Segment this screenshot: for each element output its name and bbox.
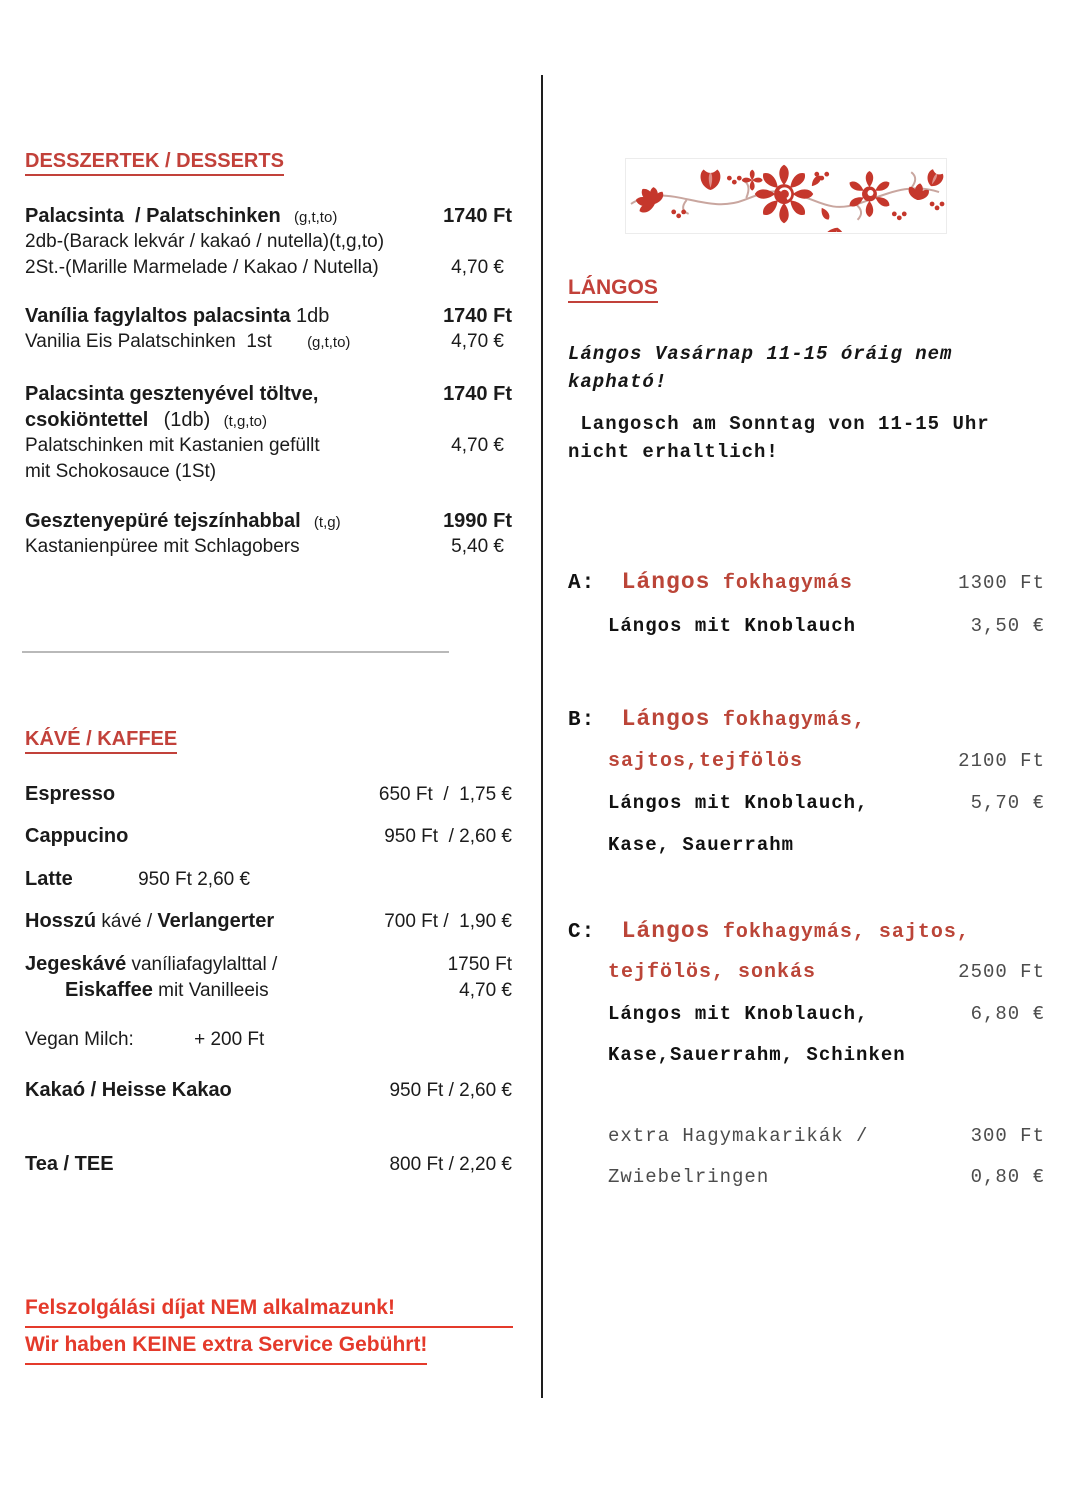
left-column	[25, 0, 512, 1487]
coffee-cappucino-row	[25, 823, 512, 850]
dessert-item4-price-ft: 1990 Ft	[443, 510, 512, 532]
folk-floral-ornament	[625, 158, 947, 234]
notice-hu-2: kapható!	[568, 371, 668, 393]
right-column	[542, 0, 1080, 1487]
dessert-item4-name-wrap	[25, 508, 341, 536]
dessert-item4-line2	[25, 534, 512, 560]
langos-itemC-line1	[568, 917, 1045, 947]
dessert-item3-name2: csokiöntettel	[25, 409, 149, 431]
footer-line1	[25, 1294, 513, 1328]
langos-itemA-name-wrap	[568, 568, 853, 598]
coffee-hosszu-row	[25, 908, 512, 935]
dessert-item1-name: Palacsinta / Palatschinken	[25, 205, 281, 227]
langos-itemB-line3	[568, 789, 1045, 817]
langos-itemB-line1	[568, 705, 1045, 735]
langos-itemC-name-wrap	[568, 917, 970, 947]
notice-hu-1: Lángos Vasárnap 11-15 óráig nem	[568, 343, 953, 365]
langos-itemA-price-ft: 1300 Ft	[958, 572, 1045, 594]
langos-extra-text1: extra Hagymakarikák /	[608, 1125, 869, 1147]
notice-de-1: Langosch am Sonntag von 11-15 Uhr	[568, 413, 990, 435]
langos-extra-line2	[568, 1163, 1045, 1191]
coffee-jegeskave-line2-bold: Eiskaffee	[65, 979, 153, 1001]
coffee-latte-price: 950 Ft 2,60 €	[138, 869, 251, 890]
langos-itemA-red-big: Lángos	[621, 569, 711, 595]
coffee-kakao-name: Kakaó / Heisse Kakao	[25, 1079, 232, 1101]
dessert-item3-line1	[25, 381, 512, 407]
langos-itemC-price-ft: 2500 Ft	[958, 961, 1045, 983]
footer-line2	[25, 1331, 427, 1365]
langos-itemC-line4	[568, 1041, 1045, 1069]
coffee-tea-name: Tea / TEE	[25, 1153, 114, 1175]
dessert-item3-line2	[25, 407, 512, 435]
dessert-item3-desc-de1: Palatschinken mit Kastanien gefüllt	[25, 435, 320, 456]
coffee-jegeskave-line1	[25, 951, 512, 978]
section-divider	[22, 651, 449, 653]
langos-itemB-de2: Kase, Sauerrahm	[608, 834, 795, 856]
langos-itemC-de1: Lángos mit Knoblauch,	[608, 1003, 869, 1025]
dessert-item4-price-eur: 5,40 €	[451, 536, 504, 557]
langos-itemC-de2: Kase,Sauerrahm, Schinken	[608, 1044, 906, 1066]
langos-itemC-price-eur: 6,80 €	[970, 1003, 1045, 1025]
coffee-jegeskave-line2	[25, 977, 512, 1004]
langos-itemB-label: B:	[568, 709, 596, 732]
dessert-item1-name-wrap	[25, 203, 337, 231]
langos-itemC-red-small: fokhagymás, sajtos,	[722, 921, 970, 944]
dessert-item2-qty: 1db	[295, 305, 330, 327]
langos-itemB-price-eur: 5,70 €	[970, 792, 1045, 814]
langos-itemB-red-small: fokhagymás,	[722, 709, 866, 732]
coffee-tea-price: 800 Ft / 2,20 €	[389, 1154, 512, 1175]
langos-itemB-red-big: Lángos	[621, 706, 711, 732]
dessert-item2-price-eur: 4,70 €	[451, 331, 504, 352]
dessert-item2-name-wrap	[25, 303, 329, 330]
langos-itemC-red-line2: tejfölös, sonkás	[608, 961, 817, 984]
dessert-item1-price-eur: 4,70 €	[451, 257, 504, 278]
folk-floral-ornament-svg	[627, 160, 945, 232]
coffee-hosszu-name-reg: kávé /	[96, 911, 158, 932]
langos-itemA-line1	[568, 568, 1045, 598]
dessert-item3-name1: Palacsinta gesztenyével töltve,	[25, 383, 319, 405]
notice-de-2: nicht erhaltlich!	[568, 441, 779, 463]
langos-itemC-line2	[568, 958, 1045, 987]
coffee-hosszu-name-bold2: Verlangerter	[157, 910, 275, 932]
coffee-espresso-name: Espresso	[25, 783, 116, 805]
langos-itemB-red-line2: sajtos,tejfölös	[608, 750, 804, 773]
coffee-cappucino-price: 950 Ft / 2,60 €	[384, 826, 512, 847]
langos-itemA-price-eur: 3,50 €	[970, 615, 1045, 637]
coffee-jegeskave-name-reg: vaníliafagylalttal /	[126, 954, 278, 975]
langos-itemA-label: A:	[568, 572, 596, 595]
langos-itemA-line2	[568, 612, 1045, 640]
dessert-item1-price-ft: 1740 Ft	[443, 205, 512, 227]
dessert-item1-line3	[25, 255, 512, 281]
langos-extra-price-ft: 300 Ft	[970, 1125, 1045, 1147]
dessert-item2-desc-wrap	[25, 329, 350, 356]
dessert-item3-allergens: (t,g,to)	[223, 413, 267, 430]
langos-itemB-price-ft: 2100 Ft	[958, 750, 1045, 772]
coffee-hosszu-price: 700 Ft / 1,90 €	[384, 911, 512, 932]
langos-notice-hu-line1	[568, 340, 1045, 368]
coffee-jegeskave-line2-wrap	[65, 977, 269, 1004]
coffee-latte-row	[25, 866, 512, 893]
dessert-item1-allergens: (g,t,to)	[293, 209, 338, 226]
langos-notice-de-line1	[568, 410, 1045, 438]
coffee-vegan-row	[25, 1027, 512, 1053]
langos-itemA-red-small: fokhagymás	[722, 572, 853, 595]
dessert-item3-qty: (1db)	[163, 409, 211, 431]
langos-heading-text: LÁNGOS	[568, 276, 658, 303]
langos-extra-text2: Zwiebelringen	[608, 1166, 770, 1188]
langos-itemC-line3	[568, 1000, 1045, 1028]
dessert-item2-name: Vanília fagylaltos palacsinta	[25, 305, 291, 327]
langos-extra-line1	[568, 1122, 1045, 1150]
dessert-item2-desc-de: Vanilia Eis Palatschinken 1st	[25, 331, 272, 352]
langos-itemA-de: Lángos mit Knoblauch	[608, 615, 857, 637]
langos-heading	[568, 276, 658, 303]
langos-itemC-label: C:	[568, 921, 596, 944]
coffee-kakao-price: 950 Ft / 2,60 €	[389, 1080, 512, 1101]
coffee-tea-row	[25, 1151, 512, 1178]
dessert-item4-line1	[25, 508, 512, 536]
coffee-heading	[25, 728, 177, 754]
dessert-item4-name: Gesztenyepüré tejszínhabbal	[25, 510, 301, 532]
dessert-item1-desc-de: 2St.-(Marille Marmelade / Kakao / Nutella)	[25, 257, 379, 278]
coffee-jegeskave-line2-reg: mit Vanilleeis	[152, 980, 269, 1001]
coffee-hosszu-name-bold1: Hosszú	[25, 910, 97, 932]
dessert-item3-price-eur: 4,70 €	[451, 435, 504, 456]
coffee-vegan-name: Vegan Milch:	[25, 1029, 134, 1050]
dessert-item2-line1	[25, 303, 512, 330]
coffee-cappucino-name: Cappucino	[25, 825, 129, 847]
langos-itemB-name-wrap	[568, 705, 866, 735]
coffee-hosszu-name-wrap	[25, 908, 274, 935]
langos-itemB-line4	[568, 831, 1045, 859]
coffee-heading-text: KÁVÉ / KAFFEE	[25, 728, 177, 754]
langos-notice-hu-line2	[568, 368, 1045, 396]
langos-notice-de-line2	[568, 438, 1045, 466]
coffee-jegeskave-price-eur: 4,70 €	[459, 980, 512, 1001]
coffee-vegan-price: + 200 Ft	[194, 1029, 265, 1050]
coffee-espresso-price: 650 Ft / 1,75 €	[378, 784, 512, 805]
desserts-heading	[25, 150, 284, 176]
dessert-item3-desc-de2: mit Schokosauce (1St)	[25, 461, 217, 482]
coffee-jegeskave-price-ft: 1750 Ft	[447, 954, 512, 975]
dessert-item4-allergens: (t,g)	[313, 514, 341, 531]
langos-extra-price-eur: 0,80 €	[970, 1166, 1045, 1188]
dessert-item1-desc-hu: 2db-(Barack lekvár / kakaó / nutella)(t,g,to)	[25, 231, 385, 252]
langos-itemB-de1: Lángos mit Knoblauch,	[608, 792, 869, 814]
dessert-item3-line3	[25, 433, 512, 459]
coffee-espresso-row	[25, 781, 512, 808]
coffee-latte-name: Latte	[25, 868, 73, 890]
dessert-item1-line1	[25, 203, 512, 231]
coffee-jegeskave-name-wrap	[25, 951, 277, 978]
coffee-kakao-row	[25, 1077, 512, 1104]
coffee-jegeskave-name-bold: Jegeskávé	[25, 953, 127, 975]
dessert-item2-line2	[25, 329, 512, 356]
footer-line1-text: Felszolgálási díjat NEM alkalmazunk!	[25, 1294, 513, 1328]
dessert-item3-price-ft: 1740 Ft	[443, 383, 512, 405]
langos-itemB-line2	[568, 747, 1045, 776]
dessert-item2-allergens: (g,t,to)	[307, 334, 351, 351]
langos-itemC-red-big: Lángos	[621, 918, 711, 944]
dessert-item2-price-ft: 1740 Ft	[443, 305, 512, 327]
footer-line2-text: Wir haben KEINE extra Service Gebührt!	[25, 1331, 427, 1365]
desserts-heading-text: DESSZERTEK / DESSERTS	[25, 150, 284, 176]
dessert-item4-desc-de: Kastanienpüree mit Schlagobers	[25, 536, 300, 557]
